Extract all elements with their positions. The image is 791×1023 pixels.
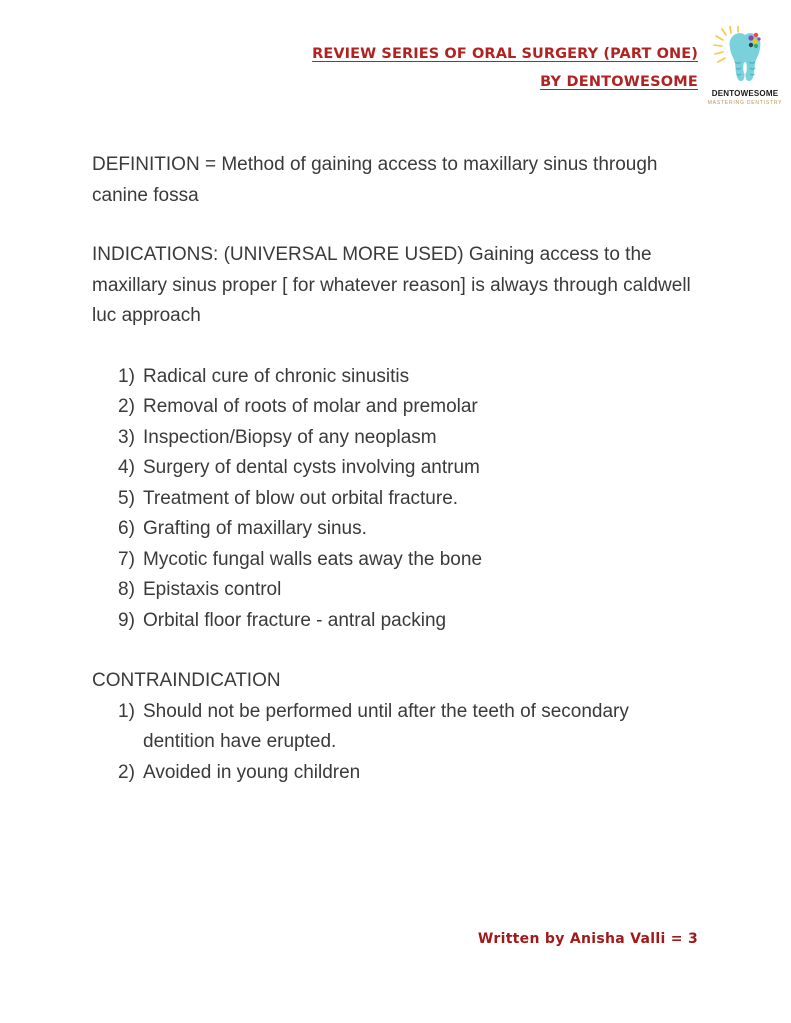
- list-item-text: Should not be performed until after the teeth of secondary dentition have erupted.: [143, 700, 629, 752]
- indications-list: [92, 362, 696, 637]
- list-item: [118, 758, 696, 789]
- list-item-text: Surgery of dental cysts involving antrum: [143, 457, 480, 478]
- list-item-number: 5): [118, 487, 135, 509]
- list-item: [118, 514, 696, 545]
- document-title: REVIEW SERIES OF ORAL SURGERY (PART ONE): [312, 46, 698, 62]
- list-item-number: 6): [118, 518, 135, 539]
- list-item-number: 4): [118, 457, 135, 478]
- logo-brand-text: DENTOWESOME: [711, 89, 779, 98]
- list-item-number: 1): [118, 365, 135, 387]
- dentowesome-logo: [704, 26, 786, 106]
- list-item: [118, 606, 696, 637]
- definition-paragraph: DEFINITION = Method of gaining access to maxillary sinus through canine fossa: [92, 154, 658, 206]
- list-item: [118, 697, 696, 758]
- list-item: [118, 484, 696, 515]
- indications-paragraph: INDICATIONS: (UNIVERSAL MORE USED) Gaining access to the maxillary sinus proper [ for whatever reason] is always through caldwell luc approach: [92, 244, 691, 326]
- list-item-number: 9): [118, 609, 135, 631]
- tooth-icon: [704, 26, 786, 88]
- list-item-number: 1): [118, 700, 135, 722]
- list-item-text: Mycotic fungal walls eats away the bone: [143, 548, 483, 570]
- list-item: [118, 362, 696, 393]
- list-item-number: 7): [118, 548, 135, 570]
- contraindication-heading: CONTRAINDICATION: [92, 670, 281, 691]
- list-item-text: Epistaxis control: [143, 579, 282, 600]
- list-item-number: 2): [118, 396, 135, 417]
- list-item-number: 8): [118, 579, 135, 600]
- list-item-text: Avoided in young children: [143, 761, 361, 783]
- list-item-text: Radical cure of chronic sinusitis: [143, 365, 410, 387]
- list-item: [118, 453, 696, 484]
- list-item-number: 2): [118, 761, 135, 783]
- list-item: [118, 545, 696, 576]
- logo-tagline-text: MASTERING DENTISTRY: [707, 100, 783, 106]
- list-item-text: Removal of roots of molar and premolar: [143, 396, 478, 417]
- footer-credit: Written by Anisha Valli = 3: [477, 931, 698, 947]
- list-item: [118, 575, 696, 606]
- list-item-text: Inspection/Biopsy of any neoplasm: [143, 426, 437, 448]
- list-item: [118, 392, 696, 423]
- list-item-text: Orbital floor fracture - antral packing: [143, 609, 447, 631]
- document-byline: BY DENTOWESOME: [540, 74, 698, 90]
- list-item-text: Treatment of blow out orbital fracture.: [143, 487, 459, 509]
- list-item-text: Grafting of maxillary sinus.: [143, 518, 367, 539]
- list-item: [118, 423, 696, 454]
- list-item-number: 3): [118, 426, 135, 448]
- contraindication-list: [92, 697, 696, 789]
- document-body: [92, 0, 696, 788]
